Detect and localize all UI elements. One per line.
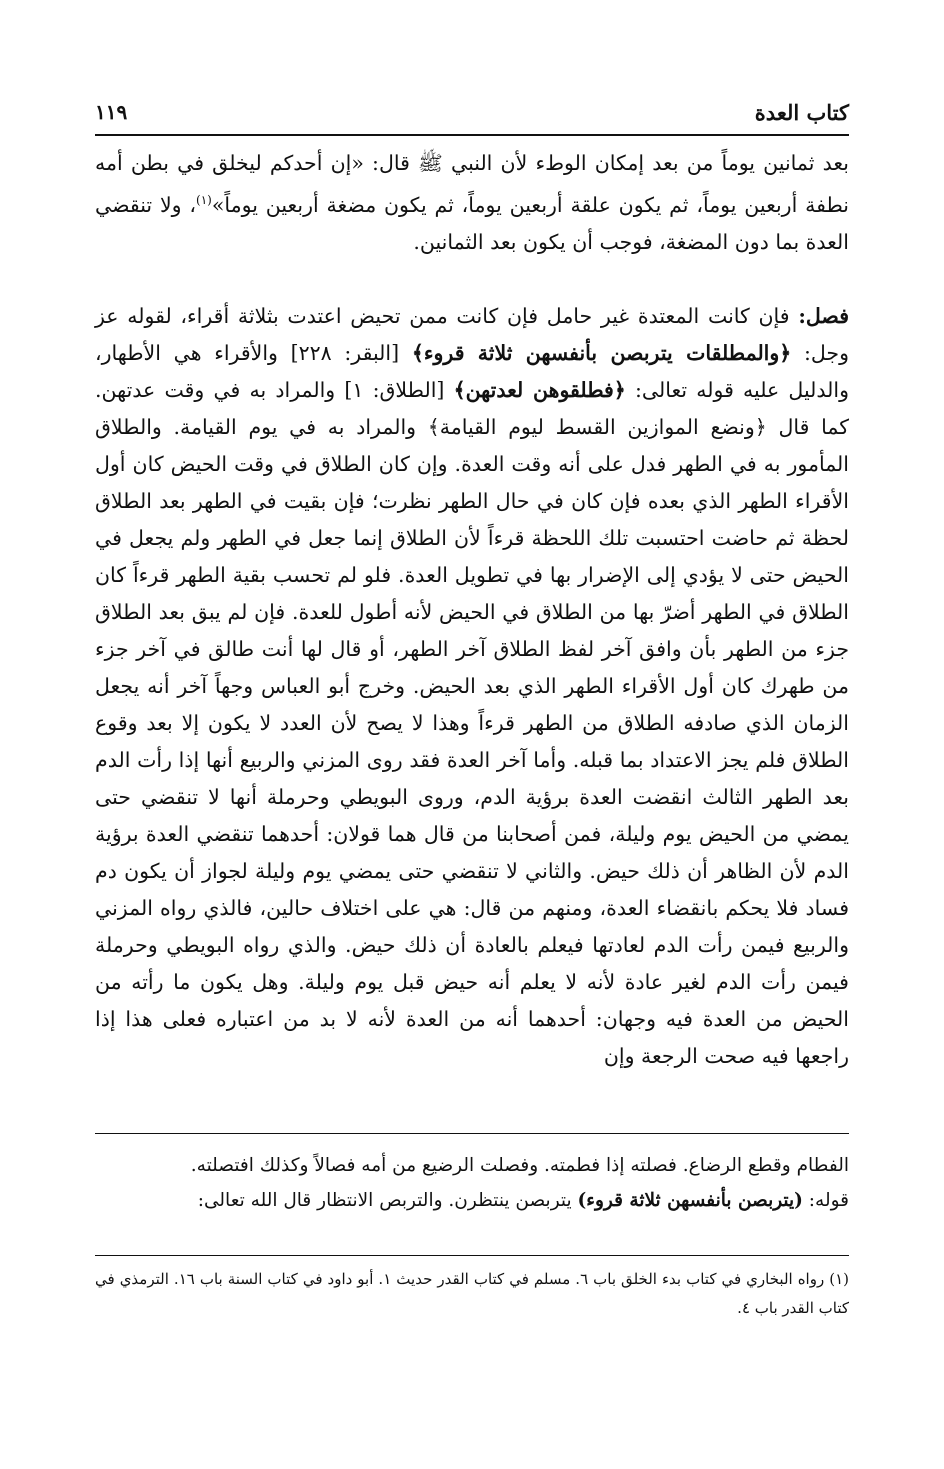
quran-quote-1: ﴿والمطلقات يتربصن بأنفسهن ثلاثة قروء﴾ <box>411 341 792 365</box>
section-label: فصل: <box>798 304 849 328</box>
running-title: كتاب العدة <box>754 100 849 125</box>
paragraph-2 <box>95 298 849 1075</box>
paragraph-2-text-2: [البقر: ٢٢٨] والأقراء هي الأطهار، والدليل عليه قوله تعالى: <box>95 341 849 402</box>
paragraph-2-text-3: [الطلاق: ١] والمراد به في وقت عدتهن. كما قال ﴿ونضع الموازين القسط ليوم القيامة﴾ والمراد به في يوم القيامة. والطلاق المأمور به في الطهر فدل على أنه وقت العدة. وإن كان الطلاق في وقت الحيض كان أول الأقراء الطهر الذي بعده فإن كان في حال الطهر نظرت؛ فإن بقيت في الطهر بعد الطلاق لحظة ثم حاضت احتسبت تلك اللحظة قرءاً لأن الطلاق إنما جعل في الطهر ولم يجعل في الحيض حتى لا يؤدي إلى الإضرار بها في تطويل العدة. فلو لم تحسب بقية الطهر قرءاً كان الطلاق في الطهر أضرّ بها من الطلاق في الحيض لأنه أطول للعدة. فإن لم يبق بعد الطلاق جزء من الطهر بأن وافق آخر لفظ الطلاق آخر الطهر، أو قال لها أنت طالق في آخر جزء من طهرك كان أول الأقراء الطهر الذي بعد الحيض. وخرج أبو العباس وجهاً آخر أنه يجعل الزمان الذي صادفه الطلاق من الطهر قرءاً وهذا لا يصح لأن العدد لا يكون إلا بعد وقوع الطلاق فلم يجز الاعتداد بما قبله. وأما آخر العدة فقد روى المزني والربيع أنها إذا رأت الدم بعد الطهر الثالث انقضت العدة برؤية الدم، وروى البويطي وحرملة أنها لا تنقضي حتى يمضي من الحيض يوم وليلة، فمن أصحابنا من قال هما قولان: أحدهما تنقضي العدة برؤية الدم لأن الظاهر أن ذلك حيض. والثاني لا تنقضي حتى يمضي يوم وليلة لجواز أن يكون دم فساد فلا يحكم بانقضاء العدة، ومنهم من قال: هي على اختلاف حالين، فالذي رواه المزني والربيع فيمن رأت الدم لعادتها فيعلم بالعادة أن ذلك حيض. والذي رواه البويطي وحرملة فيمن رأت الدم لغير عادة لأنه لا يعلم أنه حيض قبل يوم وليلة. وهل يكون ما رأته من الحيض من العدة فيه وجهان: أحدهما أنه من العدة لأنه لا بد من اعتباره فعلى هذا إذا راجعها فيه صحت الرجعة وإن <box>95 378 849 1068</box>
footnote-ref-1: (١) <box>196 193 212 207</box>
footnote-1-marker: (١) <box>829 1270 850 1288</box>
footnote-1 <box>95 1265 849 1323</box>
gloss-divider <box>95 1133 849 1134</box>
quran-quote-2: ﴿فطلقوهن لعدتهن﴾ <box>453 378 626 402</box>
paragraph-1-text-b: ، ولا تنقضي العدة بما دون المضغة، فوجب أن يكون بعد الثمانين. <box>95 192 849 254</box>
footnote-divider <box>95 1255 849 1256</box>
paragraph-2-text-1: فإن كانت المعتدة غير حامل فإن كانت ممن تحيض اعتدت بثلاثة أقراء، لقوله عز وجل: <box>95 304 850 365</box>
footnote-1-text: رواه البخاري في كتاب بدء الخلق باب ٦. مسلم في كتاب القدر حديث ١. أبو داود في كتاب السنة باب ١٦. الترمذي في كتاب القدر باب ٤. <box>95 1270 849 1317</box>
gloss-line-1: الفطام وقطع الرضاع. فصلته إذا فطمته. وفصلت الرضيع من أمه فصالاً وكذلك افتصلته. <box>190 1155 849 1176</box>
paragraph-1-text-a: بعد ثمانين يوماً من بعد إمكان الوطء لأن النبي ﷺ قال: «إن أحدكم ليخلق في بطن أمه نطفة أربعين يوماً، ثم يكون علقة أربعين يوماً، ثم يكون مضغة أربعين يوماً» <box>95 151 849 217</box>
paragraph-1 <box>95 145 849 261</box>
page-header <box>95 98 849 136</box>
gloss-line-2-rest: يتربصن ينتظرن. والتربص الانتظار قال الله تعالى: <box>197 1190 578 1211</box>
gloss-line-2-bold: (يتربصن بأنفسهن ثلاثة قروء) <box>577 1190 803 1211</box>
gloss-line-2-prefix: قوله: <box>802 1190 849 1211</box>
gloss-section <box>95 1148 849 1218</box>
page-number: ١١٩ <box>95 100 128 124</box>
